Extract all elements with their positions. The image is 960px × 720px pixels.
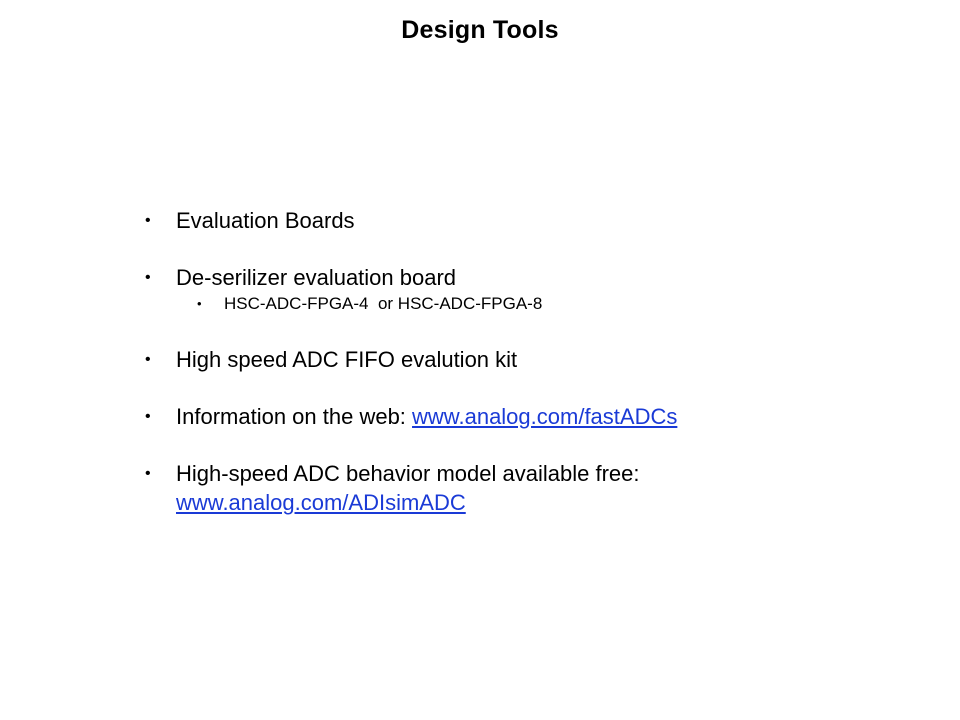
- list-item: [145, 459, 905, 517]
- bullet-icon: •: [145, 212, 151, 229]
- bullet-text: Information on the web:: [176, 404, 413, 429]
- list-item: [145, 206, 905, 235]
- bullet-icon: •: [145, 465, 151, 482]
- slide-title: Design Tools: [401, 16, 559, 44]
- bullet-text: Evaluation Boards: [176, 208, 355, 233]
- bullet-icon: •: [145, 351, 151, 368]
- list-item: [145, 263, 905, 292]
- bullet-list: [145, 206, 905, 517]
- bullet-text: High speed ADC FIFO evalution kit: [176, 347, 518, 372]
- list-item: [145, 345, 905, 374]
- bullet-icon: •: [197, 296, 202, 311]
- bullet-icon: •: [145, 269, 151, 286]
- list-item: [145, 402, 905, 431]
- fast-adcs-link[interactable]: www.analog.com/fastADCs: [412, 404, 678, 429]
- adisim-adc-link[interactable]: www.analog.com/ADIsimADC: [176, 490, 466, 515]
- bullet-text: High-speed ADC behavior model available free:: [176, 461, 640, 486]
- bullet-text: De-serilizer evaluation board: [176, 265, 457, 290]
- bullet-icon: •: [145, 408, 151, 425]
- sub-list-item: [145, 293, 905, 315]
- sub-bullet-text: HSC-ADC-FPGA-4 or HSC-ADC-FPGA-8: [224, 294, 543, 313]
